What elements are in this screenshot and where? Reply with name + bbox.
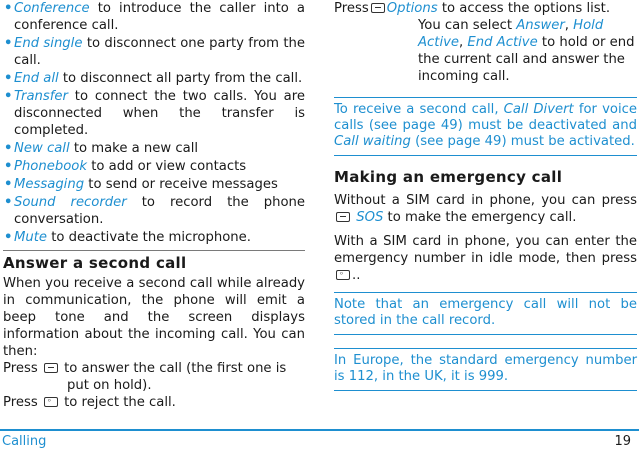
list-item: • End all to disconnect all party from the call. [4,71,303,86]
note-call-record: Note that an emergency call will not be stored in the call record. [334,292,637,335]
left-column [3,0,305,411]
list-item: • Messaging to send or receive messages [4,177,278,192]
emergency-with-sim: With a SIM card in phone, you can enter the emergency number in idle mode, then press ⁰ .. [334,234,637,283]
options-select-text: You can select Answer, Hold Active, End Active to hold or end the current call and answer the incoming call. [418,18,635,84]
right-column [334,0,637,391]
end-key-icon: ⁰ [44,397,58,407]
bullet-icon: • [4,36,13,51]
answer-instruction: Press to answer the call (the first one is put on hold). [3,361,287,393]
left-softkey-icon [371,3,385,13]
footer-section-title: Calling [2,434,47,449]
left-softkey-icon [44,363,58,373]
bullet-icon: • [4,159,13,174]
section-heading-second-call: Answer a second call [3,250,305,272]
bullet-icon: • [4,141,13,156]
bullet-icon: • [4,1,13,16]
call-key-icon: ⁰ [336,270,350,280]
note-emergency-numbers: In Europe, the standard emergency number is 112, in the UK, it is 999. [334,348,637,391]
list-item: • New call to make a new call [4,141,199,156]
page-number: 19 [614,434,631,449]
options-instruction: Press Options to access the options list. [334,1,611,16]
left-softkey-icon [336,212,350,222]
bullet-icon: • [4,89,13,104]
second-call-intro: When you receive a second call while already in communication, the phone will emit a beep tone and the screen displays information about the incoming call. You can then: [3,276,305,359]
list-item: • Transfer to connect the two calls. You are disconnected when the transfer is completed. [4,89,305,138]
list-item: • Conference to introduce the caller into a conference call. [4,1,305,33]
bullet-icon: • [4,195,13,210]
in-call-options-list [3,0,305,246]
section-heading-emergency: Making an emergency call [334,168,563,186]
page-footer [0,429,639,451]
bullet-icon: • [4,230,13,245]
note-call-divert: To receive a second call, Call Divert for voice calls (see page 49) must be deactivated and Call waiting (see page 49) must be activated. [334,97,637,156]
list-item: • Phonebook to add or view contacts [4,159,247,174]
list-item: • End single to disconnect one party from the call. [4,36,305,68]
list-item: • Sound recorder to record the phone conversation. [4,195,305,227]
list-item: • Mute to deactivate the microphone. [4,230,251,245]
reject-instruction: Press ⁰ to reject the call. [3,395,176,410]
bullet-icon: • [4,71,13,86]
bullet-icon: • [4,177,13,192]
emergency-without-sim: Without a SIM card in phone, you can press SOS to make the emergency call. [334,193,637,225]
